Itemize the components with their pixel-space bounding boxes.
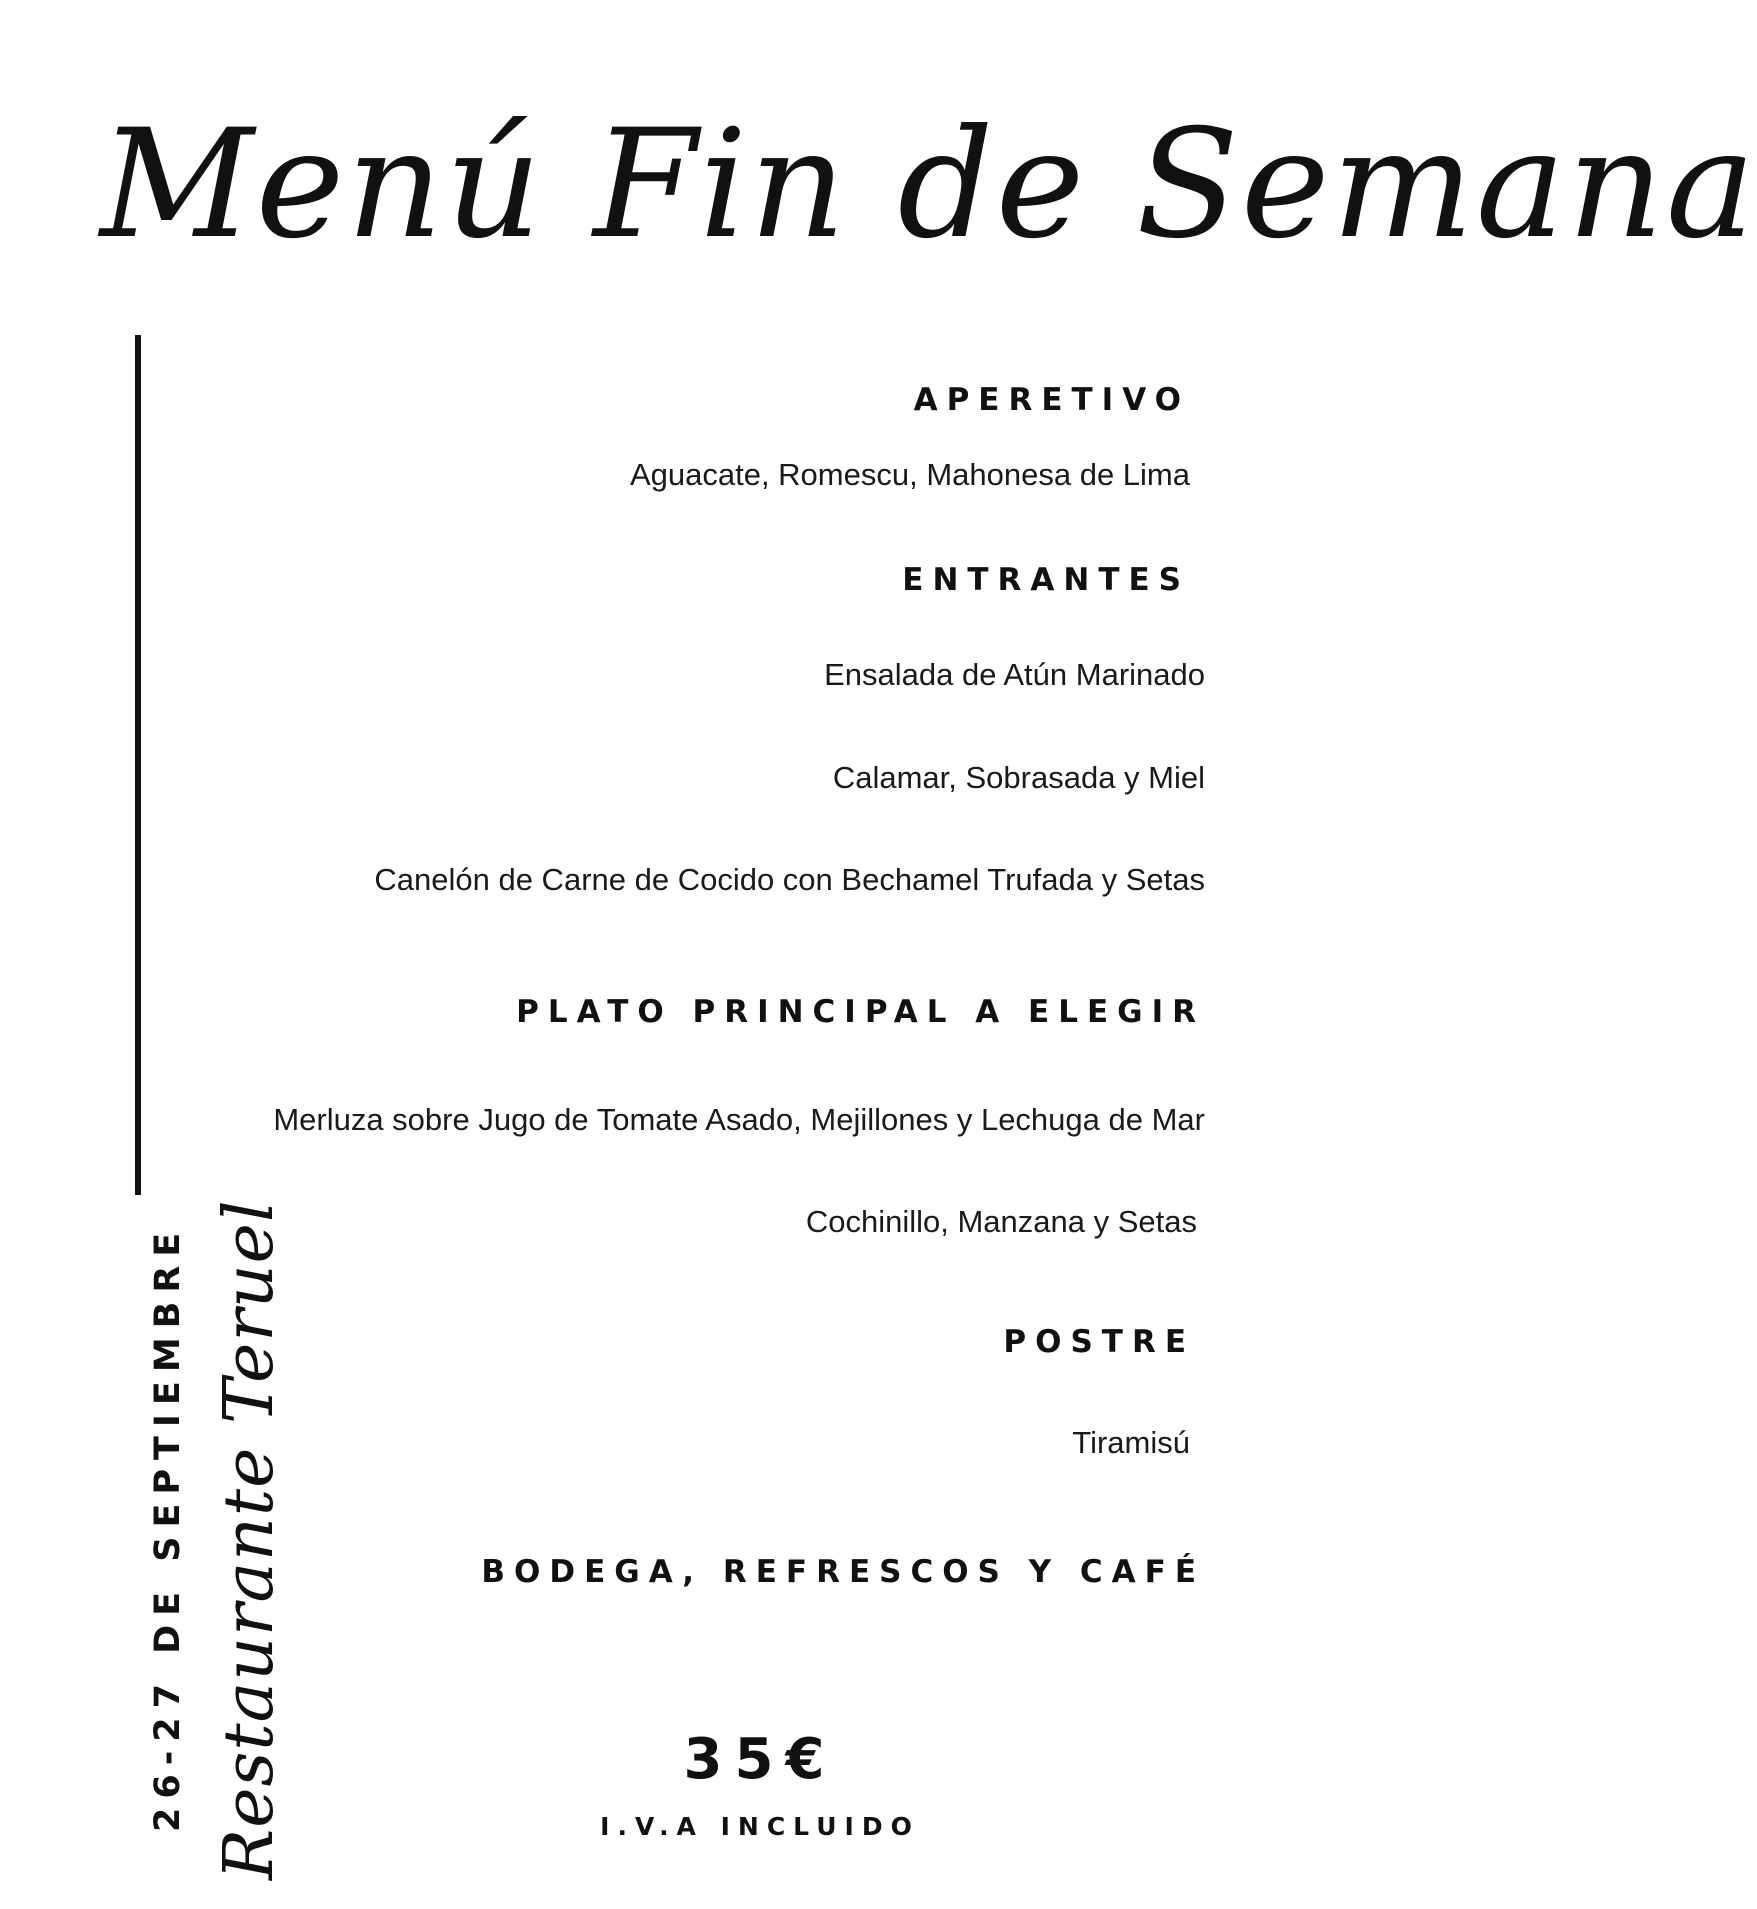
menu-item: Merluza sobre Jugo de Tomate Asado, Mejillones y Lechuga de Mar bbox=[273, 1102, 1205, 1137]
menu-item: Aguacate, Romescu, Mahonesa de Lima bbox=[629, 457, 1190, 492]
menu-item: Tiramisú bbox=[1072, 1425, 1190, 1460]
menu-item: Cochinillo, Manzana y Setas bbox=[805, 1204, 1197, 1239]
menu-item: Ensalada de Atún Marinado bbox=[824, 657, 1205, 692]
section-heading-entrantes: ENTRANTES bbox=[902, 562, 1190, 598]
section-heading-plato-principal: PLATO PRINCIPAL A ELEGIR bbox=[516, 994, 1205, 1030]
vertical-divider bbox=[135, 335, 141, 1195]
menu-item: Canelón de Carne de Cocido con Bechamel Trufada y Setas bbox=[374, 862, 1205, 897]
section-heading-postre: POSTRE bbox=[1003, 1324, 1195, 1360]
menu-price: 35€ bbox=[683, 1727, 837, 1792]
event-dates: 26-27 DE SEPTIEMBRE bbox=[148, 1223, 188, 1832]
section-heading-aperetivo: APERETIVO bbox=[913, 382, 1190, 418]
menu-title: Menú Fin de Semana bbox=[100, 98, 1757, 272]
menu-item: Calamar, Sobrasada y Miel bbox=[832, 760, 1205, 795]
restaurant-name: Restaurante Teruel bbox=[210, 1199, 289, 1880]
section-heading-bodega: BODEGA, REFRESCOS Y CAFÉ bbox=[481, 1554, 1205, 1590]
tax-note: I.V.A INCLUIDO bbox=[600, 1812, 920, 1841]
